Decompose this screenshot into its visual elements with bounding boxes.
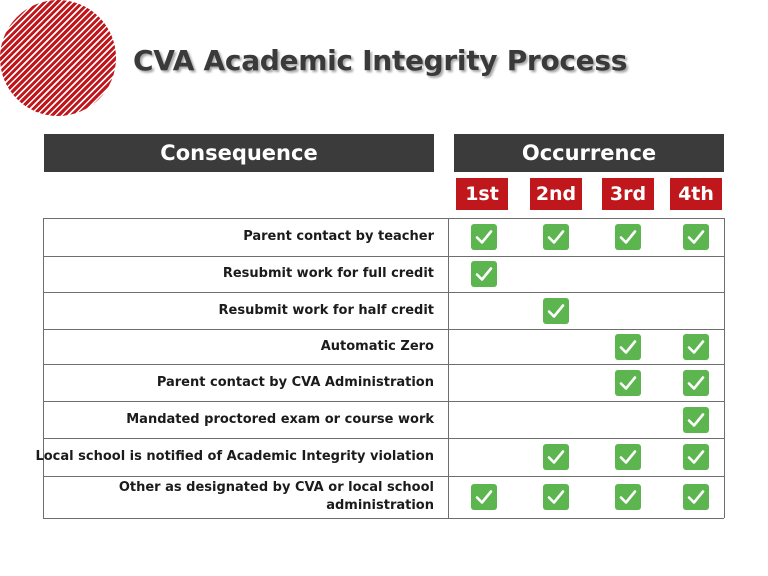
occurrence-4th: 4th [670,178,722,210]
checkmark-icon [683,444,709,470]
checkmark-icon [683,484,709,510]
consequence-label: Mandated proctored exam or course work [126,411,434,427]
checkmark-icon [543,224,569,250]
checkmark-icon [543,484,569,510]
page-title: CVA Academic Integrity Process [133,44,628,77]
checkmark-icon [543,298,569,324]
checkmark-icon [683,370,709,396]
column-divider [724,218,725,518]
column-divider [448,218,449,518]
consequence-label: Other as designated by CVA or local school administration [118,480,434,513]
consequence-label: Resubmit work for full credit [222,266,434,281]
checkmark-icon [471,261,497,287]
row-divider [43,364,724,365]
checkmark-icon [683,334,709,360]
row-divider [43,329,724,330]
occurrence-header: Occurrence [454,134,724,172]
checkmark-icon [615,224,641,250]
checkmark-icon [471,224,497,250]
row-divider [43,518,724,519]
occurrence-2nd: 2nd [530,178,582,210]
checkmark-icon [615,444,641,470]
row-divider [43,292,724,293]
consequence-label: Parent contact by CVA Administration [156,374,434,390]
row-divider [43,476,724,477]
checkmark-icon [615,334,641,360]
consequence-label: Parent contact by teacher [243,229,434,244]
consequence-label: Resubmit work for half credit [218,302,434,318]
column-divider [43,218,44,518]
consequence-header: Consequence [44,134,434,172]
row-divider [43,218,724,219]
row-divider [43,438,724,439]
row-divider [43,401,724,402]
checkmark-icon [471,484,497,510]
consequence-label: Automatic Zero [320,338,434,354]
checkmark-icon [683,407,709,433]
consequence-label: Local school is notified of Academic Integrity violation [35,449,434,464]
row-divider [43,256,724,257]
checkmark-icon [543,444,569,470]
checkmark-icon [615,370,641,396]
occurrence-1st: 1st [456,178,508,210]
occurrence-3rd: 3rd [602,178,654,210]
checkmark-icon [683,224,709,250]
checkmark-icon [615,484,641,510]
